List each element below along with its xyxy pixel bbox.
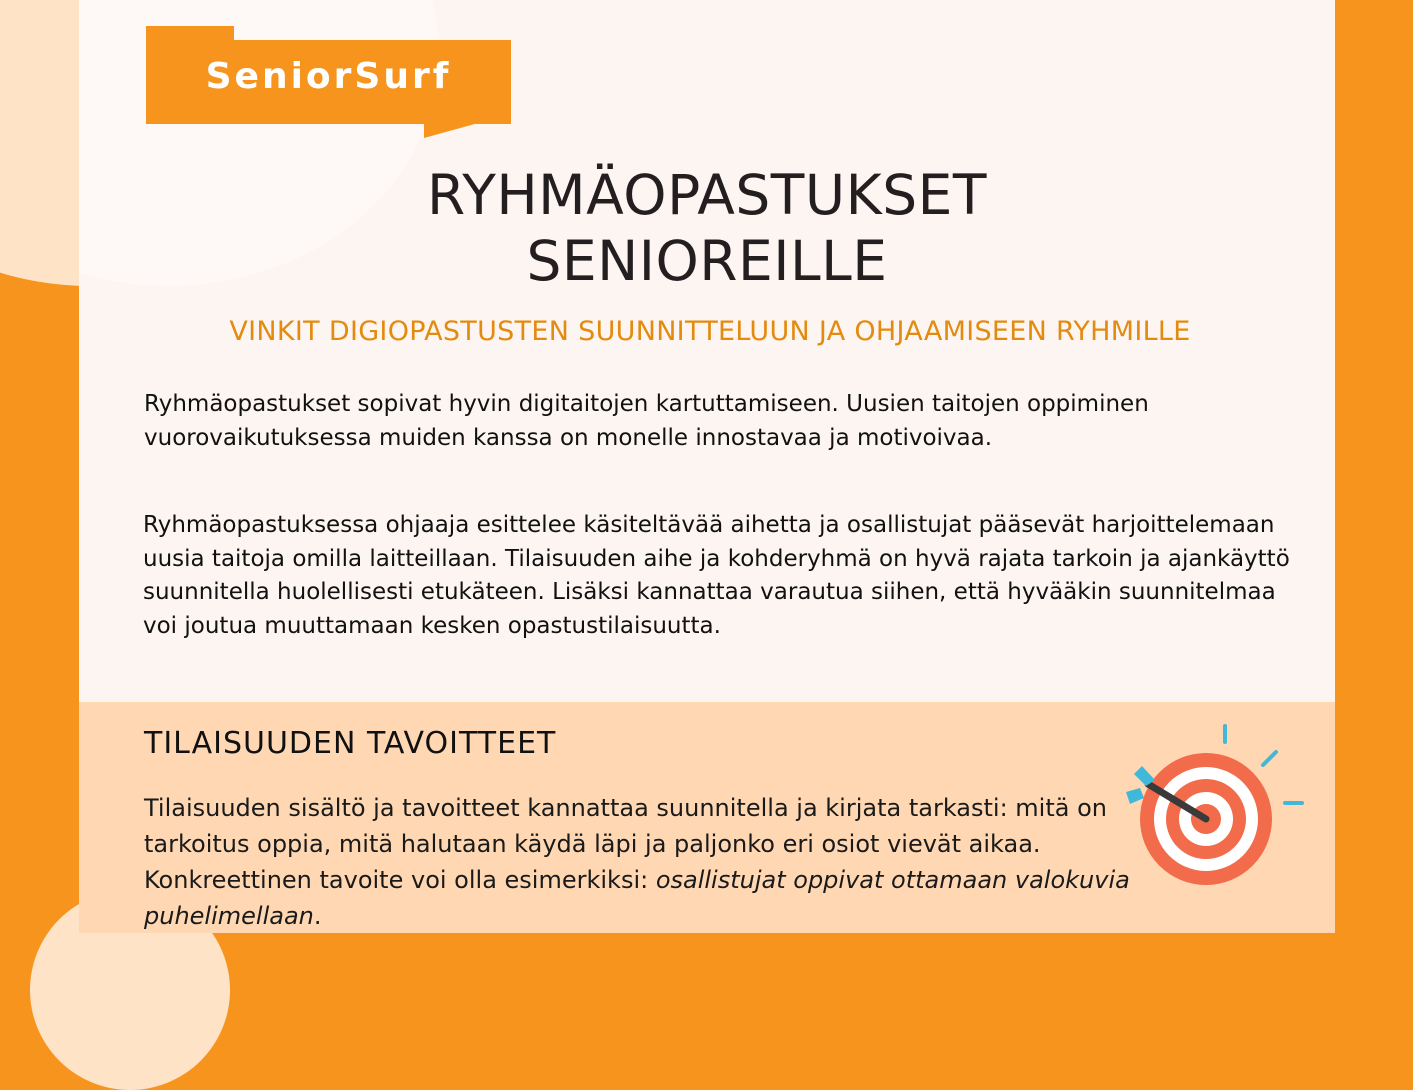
title-line: RYHMÄOPASTUKSET [427,163,987,227]
intro-paragraph: Ryhmäopastukset sopivat hyvin digitaitojen kartuttamiseen. Uusien taitojen oppiminen vuorovaikutuksessa muiden kanssa on monelle innostavaa ja motivoivaa. [144,391,1149,451]
page-subtitle: VINKIT DIGIOPASTUSTEN SUUNNITTELUUN JA OHJAAMISEEN RYHMILLE [229,316,1191,347]
logo-text: SeniorSurf [205,56,452,97]
section-heading: TILAISUUDEN TAVOITTEET [144,726,557,761]
goals-text: Tilaisuuden sisältö ja tavoitteet kannattaa suunnitella ja kirjata tarkasti: mitä on tarkoitus oppia, mitä halutaan käydä läpi ja paljonko eri osiot vievät aikaa. Konkreettinen tavoite voi olla esimerkiksi: [144,794,1107,894]
page-title [79,162,1335,294]
seniorsurf-logo [146,26,511,138]
title-line: SENIOREILLE [526,229,888,293]
goals-text-end: . [313,902,322,930]
target-icon [1120,718,1310,897]
goals-paragraph [144,790,1144,933]
goals-example: osallistujat oppivat ottamaan valokuvia puhelimellaan [144,866,1130,930]
intro-paragraph: Ryhmäopastuksessa ohjaaja esittelee käsiteltävää aihetta ja osallistujat pääsevät harjoittelemaan uusia taitoja omilla laitteillaan. Tilaisuuden aihe ja kohderyhmä on hyvä rajata tarkoin ja ajankäyttö suunnitella huolellisesti etukäteen. Lisäksi kannattaa varautua siihen, että hyvääkin suunnitelmaa voi joutua muuttamaan kesken opastustilaisuutta. [143,512,1290,639]
